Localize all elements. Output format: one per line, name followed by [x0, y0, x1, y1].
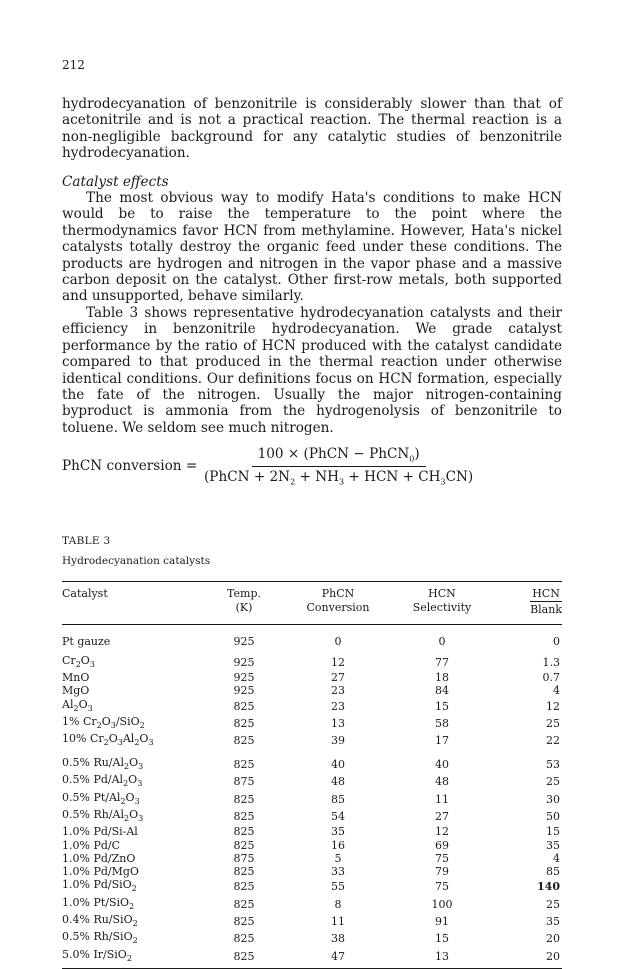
- cell-catalyst: 0.4% Ru/SiO$_2$: [62, 912, 138, 929]
- cell-hcn-blank: 12: [546, 699, 560, 713]
- cell-conversion: 13: [331, 717, 345, 731]
- cell-hcn-blank: 50: [546, 810, 560, 823]
- table-row: [62, 839, 562, 852]
- header-conversion: [286, 581, 390, 624]
- cell-temp: 825: [233, 810, 255, 823]
- cell-hcn-blank: 0.7: [542, 671, 560, 685]
- cell-temp: 925: [233, 634, 255, 648]
- table-row: [62, 698, 562, 715]
- paragraph-1: hydrodecyanation of benzonitrile is considerably slower than that of acetonitrile and is not a practical reaction. The thermal reaction is a non-negligible background for any catalytic studies of benzonitrile hydrodecyanation.: [62, 96, 562, 162]
- cell-selectivity: 69: [435, 838, 449, 852]
- header-selectivity-line2: Selectivity: [412, 600, 472, 614]
- cell-hcn-blank: 0: [553, 634, 560, 648]
- cell-selectivity: 12: [435, 825, 449, 839]
- table-row: [62, 913, 562, 930]
- cell-conversion: 11: [331, 914, 345, 928]
- cell-hcn-blank: 25: [546, 775, 560, 789]
- cell-hcn-blank: 25: [546, 717, 560, 731]
- table-row: [62, 852, 562, 865]
- cell-hcn-blank: 1.3: [542, 655, 560, 669]
- cell-selectivity: 13: [435, 949, 449, 963]
- cell-catalyst: 5.0% Ir/SiO$_2$: [62, 947, 132, 963]
- table-row: [62, 773, 562, 790]
- table-body: [62, 624, 562, 969]
- cell-selectivity: 100: [431, 897, 453, 911]
- cell-selectivity: 40: [435, 757, 449, 771]
- cell-conversion: 16: [331, 838, 345, 852]
- header-selectivity-line1: HCN: [428, 586, 456, 600]
- cell-temp: 825: [233, 949, 255, 963]
- cell-temp: 825: [233, 717, 255, 731]
- cell-selectivity: 75: [435, 851, 449, 865]
- cell-conversion: 23: [331, 699, 345, 713]
- equation-denominator: (PhCN + $2N_2 + NH_3$ + HCN + $CH_3CN$): [204, 468, 474, 487]
- cell-selectivity: 75: [435, 880, 449, 894]
- paragraph-3: Table 3 shows representative hydrodecyanation catalysts and their efficiency in benzonitrile hydrodecyanation. We grade catalyst performance by the ratio of HCN produced with the catalyst candidate compared to that produced in the thermal reaction under otherwise identical conditions. Our definitions focus on HCN formation, especially the fate of the nitrogen. Usually the major nitrogen-containing byproduct is ammonia from the hydrogenolysis of benzonitrile to toluene. We seldom see much nitrogen.: [62, 304, 562, 436]
- cell-conversion: 38: [331, 932, 345, 946]
- cell-conversion: 0: [334, 634, 342, 648]
- cell-catalyst: 0.5% $Pd/Al_2O_3$: [62, 773, 143, 789]
- table-row: [62, 865, 562, 878]
- header-catalyst: Catalyst: [62, 586, 108, 600]
- cell-hcn-blank: 20: [546, 932, 560, 946]
- equation-fraction: [198, 446, 479, 486]
- cell-temp: 825: [233, 864, 255, 878]
- cell-conversion: 39: [331, 734, 345, 748]
- cell-conversion: 48: [331, 775, 345, 789]
- table-row: [62, 930, 562, 947]
- header-conversion-line1: PhCN: [321, 586, 355, 600]
- cell-selectivity: 18: [435, 671, 449, 685]
- cell-hcn-blank: 22: [546, 734, 560, 748]
- cell-conversion: 23: [331, 684, 345, 698]
- cell-hcn-blank: 30: [546, 792, 560, 806]
- cell-selectivity: 11: [435, 792, 449, 806]
- table-row: [62, 624, 562, 648]
- cell-catalyst: 1.0% Pd/SiO$_2$: [62, 878, 137, 894]
- cell-selectivity: 79: [435, 864, 449, 878]
- section-heading: Catalyst effects: [62, 173, 169, 190]
- cell-selectivity: 27: [435, 810, 449, 823]
- table-caption: Hydrodecyanation catalysts: [62, 554, 211, 567]
- table-row: [62, 648, 562, 671]
- equation-numerator: 100 × (PhCN − PhCN$_0$): [252, 446, 426, 467]
- cell-catalyst: 10% $Cr_2O_3Al_2O_3$: [62, 732, 154, 748]
- cell-catalyst: Pt gauze: [62, 634, 111, 648]
- header-temp: [202, 581, 286, 624]
- cell-hcn-blank: 140: [537, 880, 560, 894]
- cell-conversion: 40: [331, 757, 345, 771]
- cell-conversion: 85: [331, 792, 345, 806]
- header-selectivity: [390, 581, 494, 624]
- cell-selectivity: 91: [435, 914, 449, 928]
- cell-catalyst: 1.0% Pd/ZnO: [62, 851, 136, 865]
- cell-catalyst: 1.0% Pd/MgO: [62, 864, 139, 878]
- table-row: [62, 791, 562, 808]
- header-blank-line1: HCN: [530, 587, 562, 602]
- cell-selectivity: 15: [435, 932, 449, 946]
- cell-catalyst: $Al_2O_3$: [62, 697, 93, 713]
- cell-catalyst: 1.0% Pd/Si-Al: [62, 825, 138, 839]
- cell-temp: 825: [233, 699, 255, 713]
- cell-temp: 875: [233, 775, 255, 789]
- cell-selectivity: 84: [435, 684, 449, 698]
- table-row: [62, 715, 562, 732]
- cell-conversion: 35: [331, 825, 345, 839]
- table-row: [62, 684, 562, 697]
- cell-temp: 925: [233, 684, 255, 698]
- cell-selectivity: 0: [438, 634, 446, 648]
- cell-temp: 825: [233, 792, 255, 806]
- cell-hcn-blank: 20: [546, 949, 560, 963]
- cell-conversion: 12: [331, 655, 345, 669]
- table-row: [62, 878, 562, 895]
- table-row: [62, 732, 562, 749]
- cell-catalyst: MnO: [62, 671, 90, 685]
- header-blank-line2: Blank: [530, 602, 562, 616]
- cell-hcn-blank: 25: [546, 897, 560, 911]
- cell-conversion: 47: [331, 949, 345, 963]
- cell-temp: 825: [233, 757, 255, 771]
- cell-conversion: 55: [331, 880, 345, 894]
- cell-temp: 925: [233, 655, 255, 669]
- cell-temp: 825: [233, 932, 255, 946]
- cell-temp: 925: [233, 671, 255, 685]
- cell-hcn-blank: 53: [546, 757, 560, 771]
- cell-catalyst: 0.5% $Rh/Al_2O_3$: [62, 807, 144, 824]
- cell-hcn-blank: 4: [553, 851, 560, 865]
- table-row: [62, 808, 562, 825]
- page: [62, 58, 562, 969]
- cell-catalyst: 0.5% $Pt/Al_2O_3$: [62, 790, 140, 806]
- cell-temp: 825: [233, 825, 255, 839]
- table-row: [62, 825, 562, 838]
- cell-temp: 825: [233, 838, 255, 852]
- cell-temp: 825: [233, 880, 255, 894]
- cell-conversion: 8: [334, 897, 342, 911]
- cell-catalyst: 0.5% $Ru/Al_2O_3$: [62, 755, 144, 771]
- cell-conversion: 5: [334, 851, 342, 865]
- header-hcn-blank: [494, 581, 562, 624]
- cell-selectivity: 58: [435, 717, 449, 731]
- cell-catalyst: 1.0% Pt/SiO$_2$: [62, 895, 135, 911]
- header-temp-line2: (K): [235, 600, 253, 614]
- hcn-blank-ratio: [530, 587, 562, 617]
- cell-catalyst: MgO: [62, 684, 90, 698]
- cell-catalyst: $Cr_2O_3$: [62, 653, 95, 669]
- table-row: [62, 896, 562, 913]
- cell-selectivity: 15: [435, 699, 449, 713]
- table-label: TABLE 3: [62, 534, 111, 547]
- cell-temp: 825: [233, 914, 255, 928]
- cell-temp: 825: [233, 897, 255, 911]
- cell-selectivity: 17: [435, 734, 449, 748]
- cell-catalyst: 0.5% Rh/SiO$_2$: [62, 930, 138, 946]
- cell-temp: 875: [233, 851, 255, 865]
- header-temp-line1: Temp.: [227, 586, 261, 600]
- cell-selectivity: 48: [435, 775, 449, 789]
- header-conversion-line2: Conversion: [306, 600, 370, 614]
- cell-hcn-blank: 35: [546, 914, 560, 928]
- cell-conversion: 33: [331, 864, 345, 878]
- page-number: 212: [62, 58, 85, 72]
- catalyst-table: [62, 581, 562, 969]
- cell-catalyst: 1.0% Pd/C: [62, 838, 121, 852]
- cell-hcn-blank: 35: [546, 838, 560, 852]
- cell-hcn-blank: 4: [553, 684, 560, 698]
- table-row: [62, 948, 562, 969]
- cell-temp: 825: [233, 734, 255, 748]
- conversion-equation: [62, 446, 562, 486]
- table-row: [62, 671, 562, 684]
- cell-hcn-blank: 15: [546, 825, 560, 839]
- cell-selectivity: 77: [435, 655, 449, 669]
- table-header-row: [62, 581, 562, 624]
- cell-conversion: 54: [331, 810, 345, 823]
- cell-catalyst: 1% $Cr_2O_3/SiO_2$: [62, 714, 145, 731]
- paragraph-2: The most obvious way to modify Hata's conditions to make HCN would be to raise the temperature to the point where the thermodynamics favor HCN from methylamine. However, Hata's nickel catalysts totally destroy the organic feed under these conditions. The products are hydrogen and nitrogen in the vapor phase and a massive carbon deposit on the catalyst. Other first-row metals, both supported and unsupported, behave similarly.: [62, 190, 562, 305]
- equation-label: PhCN conversion =: [62, 458, 198, 475]
- cell-hcn-blank: 85: [546, 864, 560, 878]
- cell-conversion: 27: [331, 671, 345, 685]
- table-row: [62, 750, 562, 773]
